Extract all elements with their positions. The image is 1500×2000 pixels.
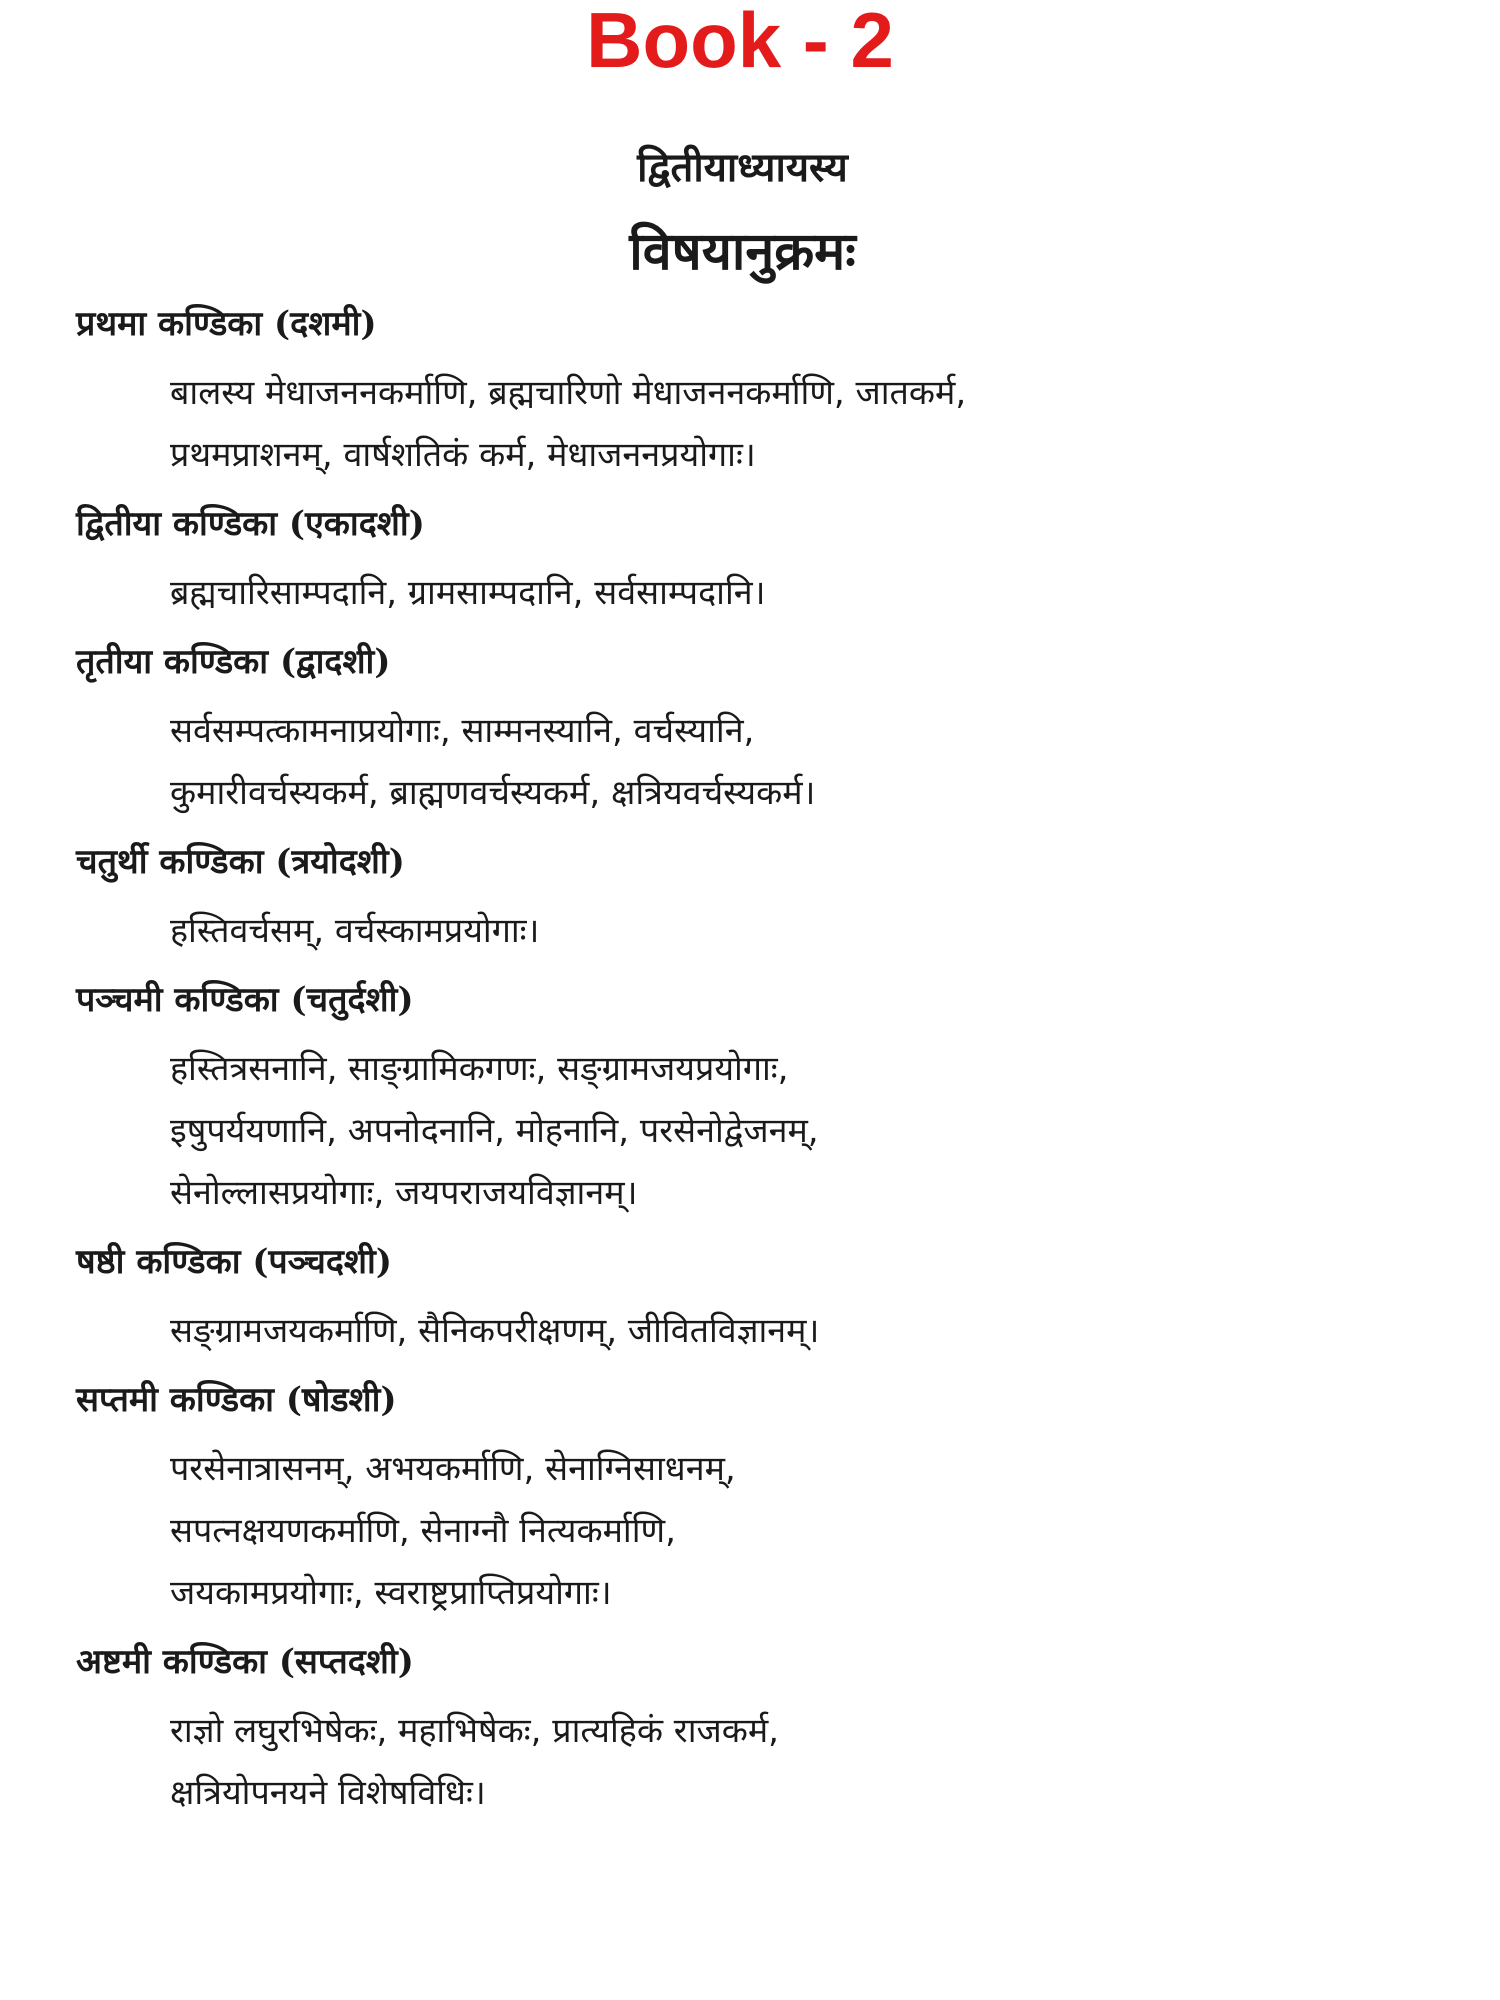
section-7 xyxy=(76,1376,1456,1624)
topic-line: सपत्नक्षयणकर्माणि, सेनाग्नौ नित्यकर्माणि, xyxy=(170,1511,676,1551)
topic-line: सर्वसम्पत्कामनाप्रयोगाः, साम्मनस्यानि, वर्चस्यानि, xyxy=(170,711,755,751)
section-3 xyxy=(76,638,1456,824)
section-topics xyxy=(170,1038,1456,1224)
section-topics xyxy=(170,1438,1456,1624)
section-title: सप्तमी कण्डिका (षोडशी) xyxy=(76,1380,397,1420)
section-topics xyxy=(170,1300,1456,1362)
topic-line: सेनोल्लासप्रयोगाः, जयपराजयविज्ञानम्। xyxy=(170,1173,638,1213)
section-title: पञ्चमी कण्डिका (चतुर्दशी) xyxy=(76,980,414,1020)
topic-line: बालस्य मेधाजननकर्माणि, ब्रह्मचारिणो मेधाजननकर्माणि, जातकर्म, xyxy=(170,373,967,413)
section-title: षष्ठी कण्डिका (पञ्चदशी) xyxy=(76,1242,392,1282)
chapter-heading: द्वितीयाध्यायस्य xyxy=(637,144,848,191)
section-4 xyxy=(76,838,1456,962)
section-topics xyxy=(170,900,1456,962)
section-8 xyxy=(76,1638,1456,1824)
topic-line: इषुपर्ययणानि, अपनोदनानि, मोहनानि, परसेनोद्वेजनम्, xyxy=(170,1111,819,1151)
section-title: तृतीया कण्डिका (द्वादशी) xyxy=(76,642,391,682)
section-2 xyxy=(76,500,1456,624)
topic-line: क्षत्रियोपनयने विशेषविधिः। xyxy=(170,1773,486,1813)
section-topics xyxy=(170,362,1456,486)
section-title: द्वितीया कण्डिका (एकादशी) xyxy=(76,504,425,544)
section-topics xyxy=(170,562,1456,624)
toc-heading: विषयानुक्रमः xyxy=(629,221,856,282)
topic-line: हस्तिवर्चसम्, वर्चस्कामप्रयोगाः। xyxy=(170,911,540,951)
topic-line: ब्रह्मचारिसाम्पदानि, ग्रामसाम्पदानि, सर्वसाम्पदानि। xyxy=(170,573,766,613)
section-1 xyxy=(76,300,1456,486)
topic-line: प्रथमप्राशनम्, वार्षशतिकं कर्म, मेधाजननप्रयोगाः। xyxy=(170,435,756,475)
topic-line: कुमारीवर्चस्यकर्म, ब्राह्मणवर्चस्यकर्म, क्षत्रियवर्चस्यकर्म। xyxy=(170,773,816,813)
contents-list xyxy=(76,300,1456,1824)
section-title: अष्टमी कण्डिका (सप्तदशी) xyxy=(76,1642,414,1682)
section-5 xyxy=(76,976,1456,1224)
topic-line: राज्ञो लघुरभिषेकः, महाभिषेकः, प्रात्यहिकं राजकर्म, xyxy=(170,1711,779,1751)
section-6 xyxy=(76,1238,1456,1362)
topic-line: हस्तित्रसनानि, साङ्ग्रामिकगणः, सङ्ग्रामजयप्रयोगाः, xyxy=(170,1049,789,1089)
section-title: प्रथमा कण्डिका (दशमी) xyxy=(76,304,377,344)
topic-line: जयकामप्रयोगाः, स्वराष्ट्रप्राप्तिप्रयोगाः। xyxy=(170,1573,612,1613)
section-title: चतुर्थी कण्डिका (त्रयोदशी) xyxy=(76,842,405,882)
book-label: Book - 2 xyxy=(586,0,894,84)
section-topics xyxy=(170,700,1456,824)
topic-line: सङ्ग्रामजयकर्माणि, सैनिकपरीक्षणम्, जीवितविज्ञानम्। xyxy=(170,1311,820,1351)
topic-line: परसेनात्रासनम्, अभयकर्माणि, सेनाग्निसाधनम्, xyxy=(170,1449,736,1489)
section-topics xyxy=(170,1700,1456,1824)
